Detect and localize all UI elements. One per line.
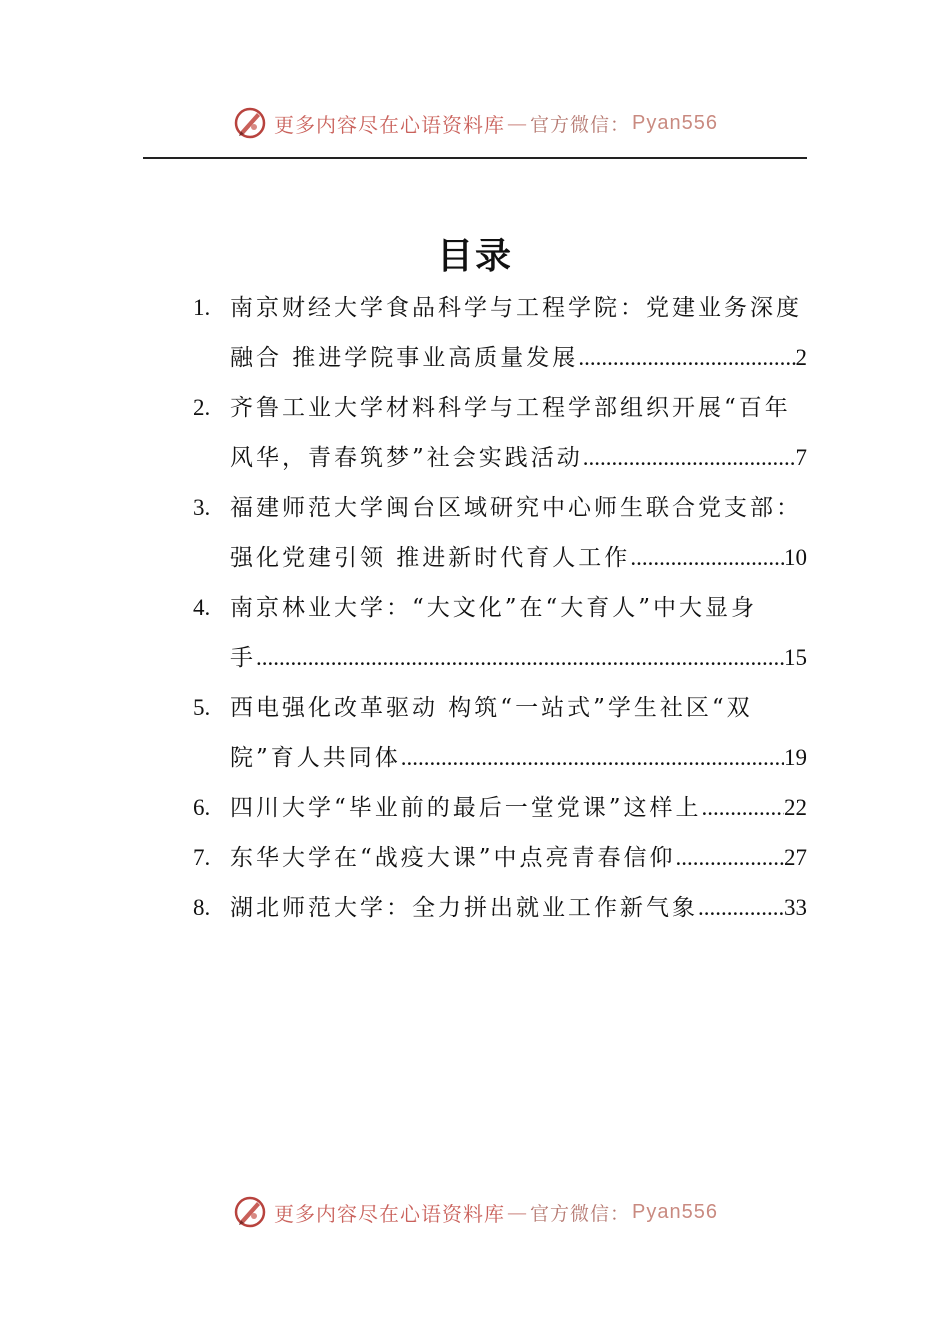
toc-dot-leader [256,633,784,683]
toc-page-number: 2 [795,345,807,370]
toc-dot-leader [401,733,784,783]
watermark-dash: — [507,1200,528,1224]
toc-entry-title-line2: 融合 推进学院事业高质量发展 [230,345,579,371]
watermark-main-text: 更多内容尽在心语资料库 [274,1201,505,1226]
toc-page-number: 27 [784,845,807,870]
toc-entry-8[interactable] [193,883,807,933]
toc-dot-leader [578,333,795,383]
toc-entry-number: 2. [193,395,211,420]
toc-entry-number: 3. [193,495,211,520]
toc-entry-number: 1. [193,295,211,320]
toc-entry-title-line1: 南京财经大学食品科学与工程学院：党建业务深度 [230,295,802,321]
toc-dot-leader [583,433,796,483]
watermark-sub-text: 官方微信： [530,113,631,136]
toc-dot-leader [702,783,784,833]
toc-entry-number: 5. [193,695,211,720]
footer-watermark [0,1190,950,1234]
toc-entry-title-line1: 齐鲁工业大学材料科学与工程学部组织开展“百年 [230,395,791,421]
toc-entry-6[interactable] [193,783,807,833]
table-of-contents [193,283,807,933]
toc-page-number: 10 [784,545,807,570]
header-watermark [0,101,950,145]
toc-entry-title: 湖北师范大学：全力拼出就业工作新气象 [230,895,698,921]
pen-logo-icon [232,105,268,141]
toc-entry-number: 6. [193,795,211,820]
toc-entry-title-line1: 西电强化改革驱动 构筑“一站式”学生社区“双 [230,695,753,721]
toc-entry-title-line1: 福建师范大学闽台区域研究中心师生联合党支部： [230,495,802,521]
toc-page-number: 33 [784,895,807,920]
toc-entry-5[interactable] [193,683,807,783]
toc-page-number: 22 [784,795,807,820]
toc-entry-7[interactable] [193,833,807,883]
toc-entry-title: 东华大学在“战疫大课”中点亮青春信仰 [230,845,676,871]
toc-dot-leader [698,883,784,933]
toc-entry-title-line2: 风华，青春筑梦”社会实践活动 [230,445,583,471]
page-title: 目录 [436,235,513,277]
watermark-sub-text: 官方微信： [530,1202,631,1225]
header-rule [143,157,807,159]
toc-dot-leader [630,533,784,583]
toc-entry-number: 7. [193,845,211,870]
toc-page-number: 15 [784,645,807,670]
toc-page-number: 19 [784,745,807,770]
toc-entry-1[interactable] [193,283,807,383]
pen-logo-icon [232,1194,268,1230]
toc-entry-title: 四川大学“毕业前的最后一堂党课”这样上 [230,795,702,821]
toc-entry-3[interactable] [193,483,807,583]
watermark-wechat-id: Pyan556 [632,1200,718,1223]
toc-entry-4[interactable] [193,583,807,683]
toc-entry-title-line2: 院”育人共同体 [230,745,401,771]
watermark-wechat-id: Pyan556 [632,111,718,134]
toc-entry-number: 4. [193,595,211,620]
toc-entry-2[interactable] [193,383,807,483]
watermark-dash: — [507,111,528,135]
toc-dot-leader [676,833,784,883]
toc-entry-title-line2: 手 [230,645,256,671]
watermark-main-text: 更多内容尽在心语资料库 [274,112,505,137]
toc-entry-title-line2: 强化党建引领 推进新时代育人工作 [230,545,631,571]
toc-entry-number: 8. [193,895,211,920]
toc-entry-title-line1: 南京林业大学：“大文化”在“大育人”中大显身 [230,595,758,621]
toc-page-number: 7 [795,445,807,470]
